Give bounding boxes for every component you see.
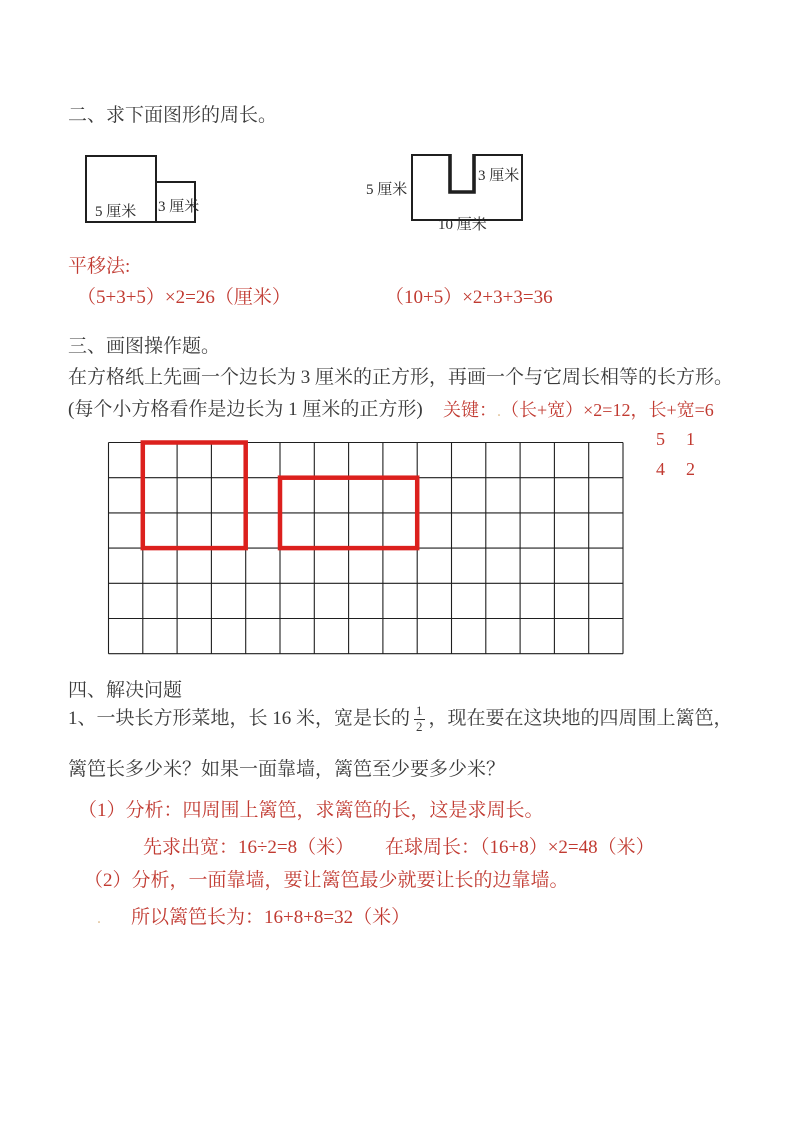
section3-heading: 三、画图操作题。 [68, 336, 221, 357]
analysis-4-faint-dot: . [97, 910, 101, 927]
fraction-one-half [414, 704, 425, 735]
section3-keypoint [443, 399, 714, 423]
figure-b-label-10cm: 10 厘米 [438, 217, 487, 233]
keypoint-faint-dot: . [497, 403, 501, 420]
candidate-5: 5 [656, 429, 665, 449]
candidate-row-1 [656, 428, 716, 451]
analysis-2-width: 先求出宽：16÷2=8（米） [143, 837, 355, 858]
problem-text-before-fraction: 1、一块长方形菜地，长 16 米，宽是长的 [68, 708, 411, 730]
section3-instruction: 在方格纸上先画一个边长为 3 厘米的正方形，再画一个与它周长相等的长方形。 [68, 367, 734, 388]
figure-a-label-3cm: 3 厘米 [158, 199, 200, 215]
method-label: 平移法: [68, 256, 131, 277]
figure-a-label-5cm: 5 厘米 [95, 204, 137, 220]
formula-figure-a: （5+3+5）×2=26（厘米） [77, 287, 291, 308]
analysis-4: 所以篱笆长为：16+8+8=32（米） [131, 907, 411, 928]
candidate-2: 2 [686, 459, 695, 479]
analysis-3: （2）分析，一面靠墙，要让篱笆最少就要让长的边靠墙。 [84, 870, 569, 891]
analysis-2-perimeter: 在球周长：（16+8）×2=48（米） [385, 837, 655, 858]
section3-note: (每个小方格看作是边长为 1 厘米的正方形) [68, 399, 423, 420]
candidate-row-2 [656, 458, 716, 481]
keypoint-formula: （长+宽）×2=12，长+宽=6 [501, 400, 714, 420]
fraction-denominator: 2 [416, 718, 423, 734]
problem-line-1 [68, 704, 733, 735]
problem-text-after-fraction: ，现在要在这块地的四周围上篱笆， [428, 708, 733, 730]
fraction-numerator: 1 [416, 703, 423, 718]
section2-heading: 二、求下面图形的周长。 [68, 105, 278, 126]
problem-line-2: 篱笆长多少米？如果一面靠墙，篱笆至少要多少米？ [68, 759, 506, 780]
grid-paper [108, 442, 624, 655]
candidate-1: 1 [686, 429, 695, 449]
formula-figure-b: （10+5）×2+3+3=36 [385, 287, 553, 308]
section4-heading: 四、解决问题 [68, 680, 183, 701]
figure-b-label-3cm: 3 厘米 [478, 168, 520, 184]
analysis-1: （1）分析：四周围上篱笆，求篱笆的长，这是求周长。 [78, 800, 544, 821]
keypoint-label: 关键： [443, 400, 497, 420]
candidate-4: 4 [656, 459, 665, 479]
figure-b-label-5cm: 5 厘米 [366, 182, 408, 198]
